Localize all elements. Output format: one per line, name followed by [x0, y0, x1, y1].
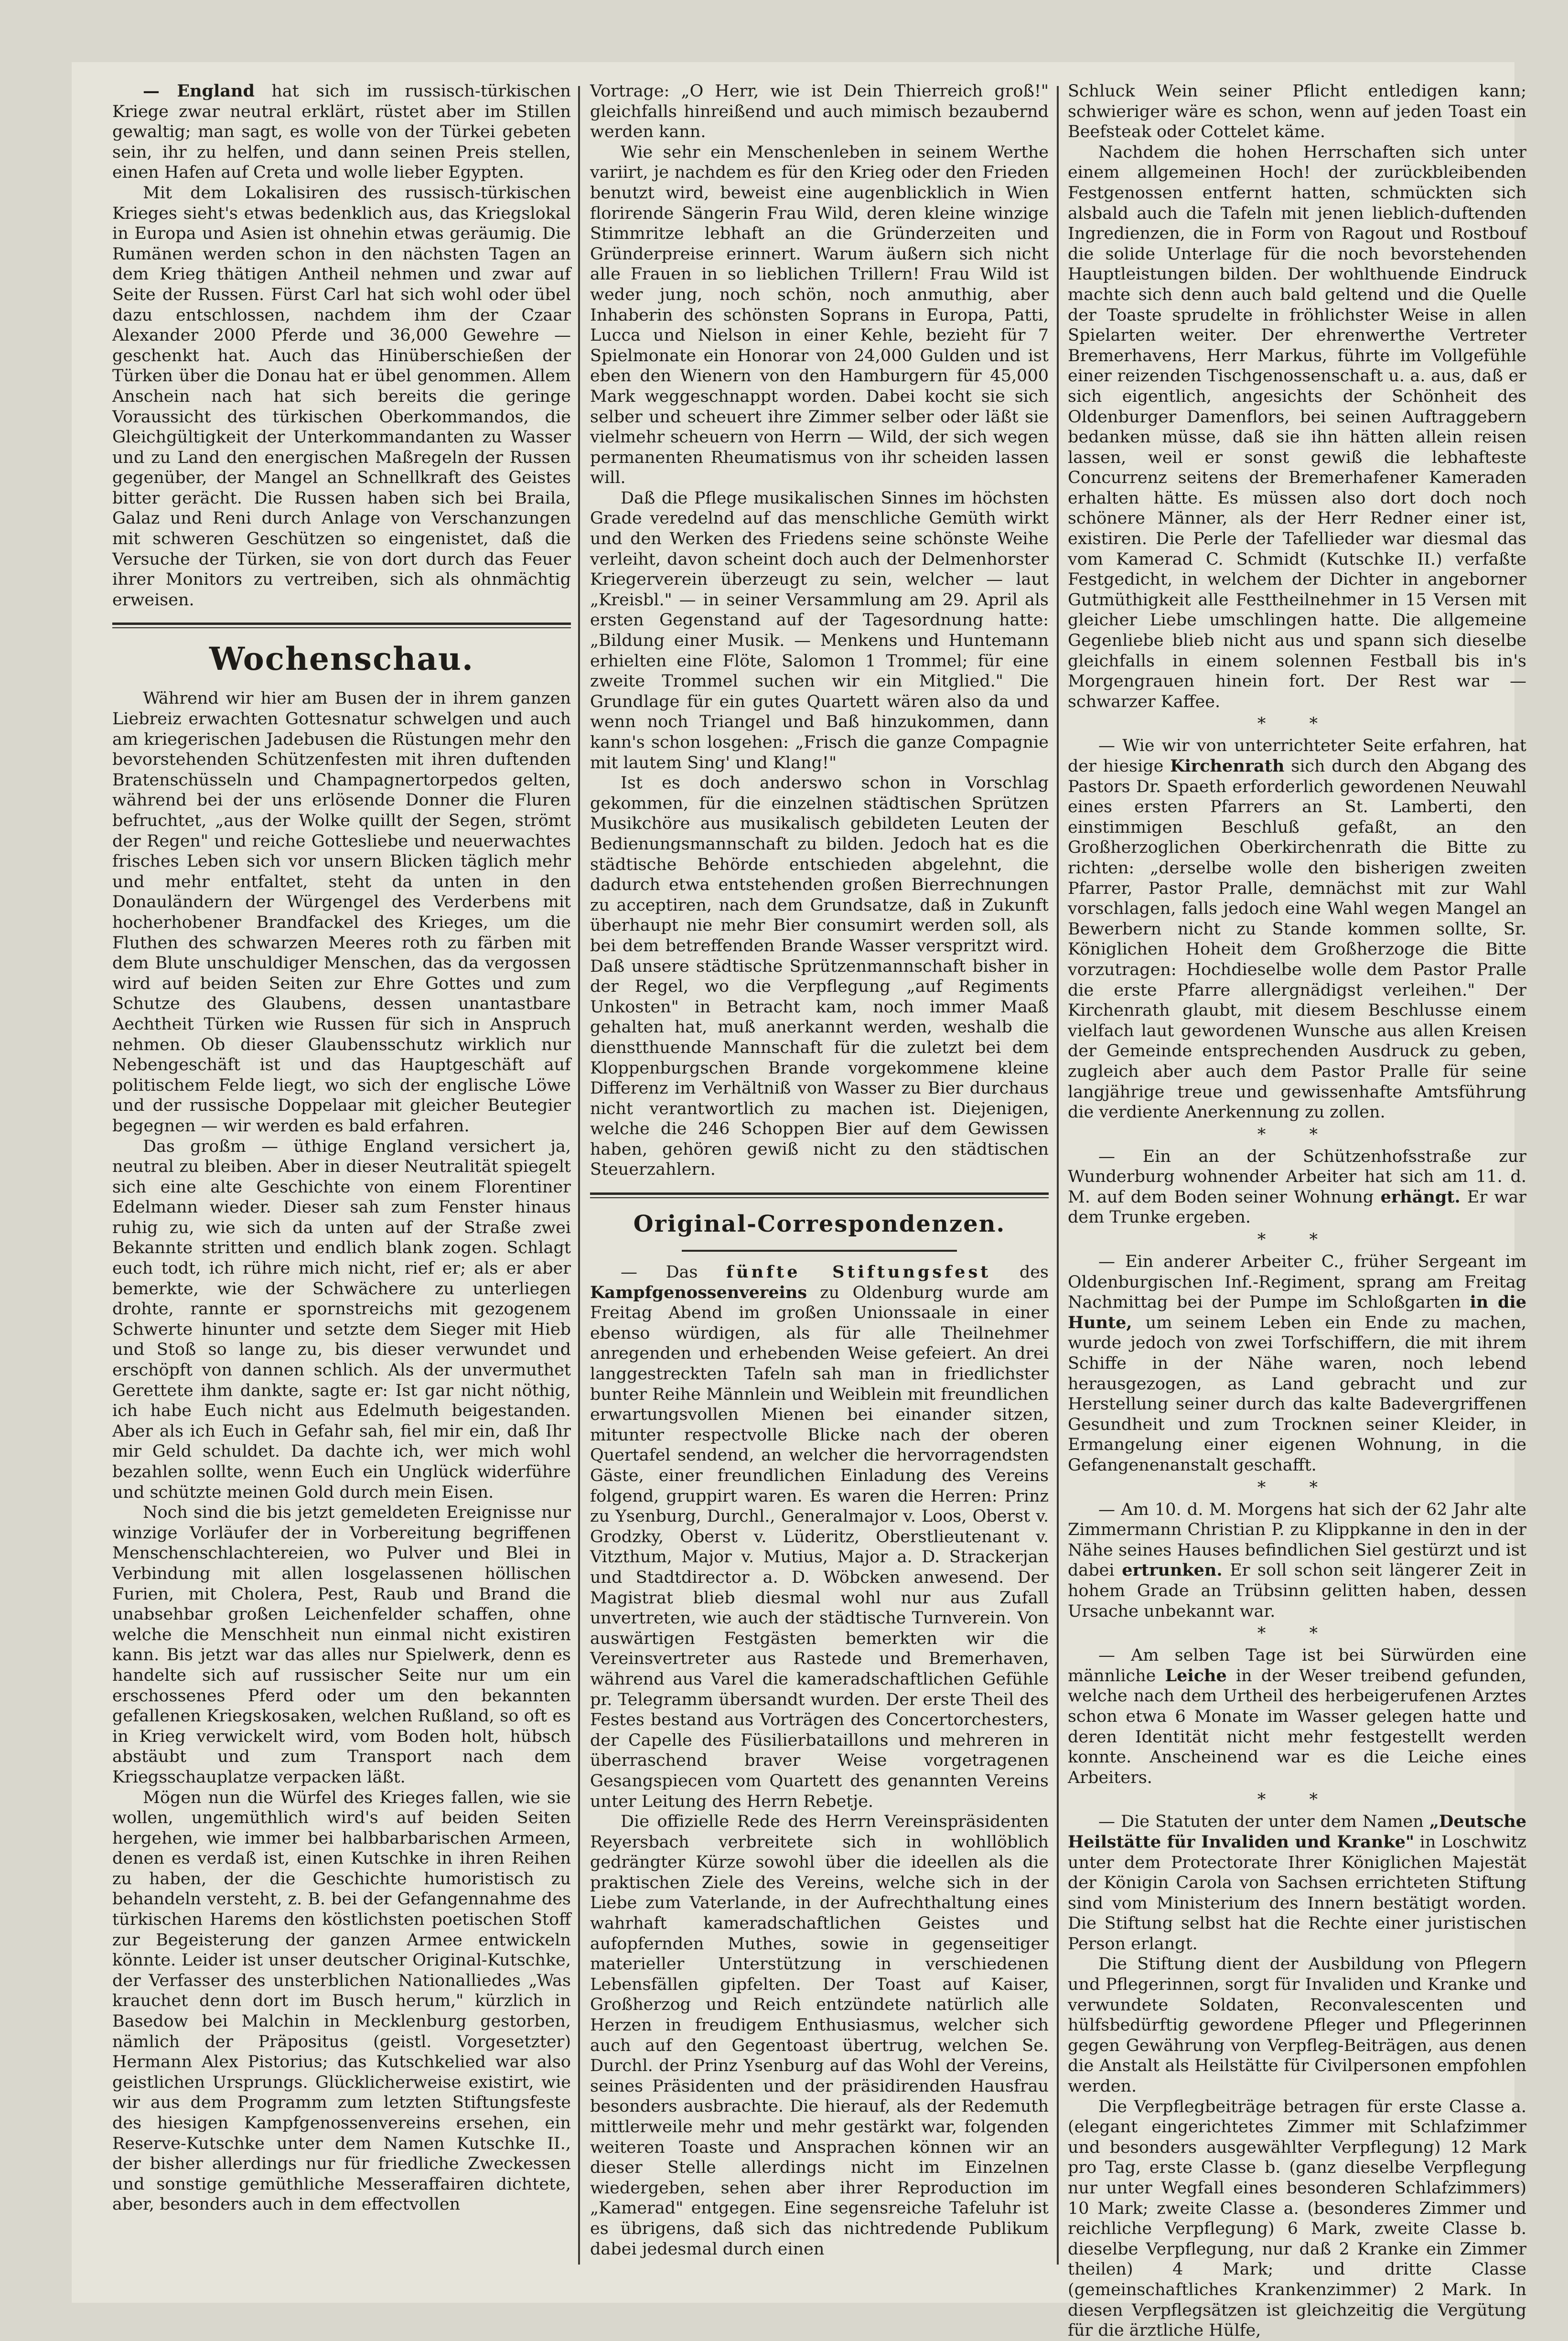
text-run: um seinem Leben ein Ende zu machen, wurde jedoch von zwei Torfschiffern, die mit ihrem Schiffe in der Nähe waren, noch lebend herausgezogen, as Land gebracht und zur Herstellung seiner durch das kalte Badevergriffenen Gesundheit und zum Trocknen seiner Kleider, in Ermangelung einer eigenen Wohnung, in die Gefangenenanstalt geschafft.	[1068, 1313, 1526, 1475]
section-divider	[590, 1192, 1049, 1198]
emphasis-text: ertrunken.	[1122, 1560, 1223, 1580]
article-stiftungsfest	[590, 1262, 1049, 1812]
text-run: — Die Statuten der unter dem Namen	[1098, 1812, 1424, 1832]
text-run: — Am 10. d. M. Morgens hat sich der 62 Jahr alte Zimmermann Christian P. zu Klippkanne in den in der Nähe seines Hauses befindlichen Siel gestürzt und ist dabei	[1068, 1500, 1526, 1580]
text-run: — Ein anderer Arbeiter C., früher Sergeant im Oldenburgischen Inf.-Regiment, sprang am Freitag Nachmittag bei der Pumpe im Schloßgarten	[1068, 1252, 1526, 1312]
emphasis-text: „Deutsche Heilstätte für Invaliden und Kranke"	[1068, 1812, 1526, 1852]
emphasis-text: fünfte Stiftungsfest	[726, 1262, 991, 1282]
text-run: — Ein an der Schützenhofsstraße zur Wunderburg wohnender Arbeiter hat sich am 11. d. M. auf dem Boden seiner Wohnung	[1068, 1147, 1526, 1207]
heading-underline	[682, 1250, 957, 1252]
separator-stars: * *	[1257, 1230, 1337, 1250]
article-paragraph: Die Verpflegbeiträge betragen für erste Classe a. (elegant eingerichtetes Zimmer mit Schlafzimmer und besonders ausgewählter Verpflegung) 12 Mark pro Tag, erste Classe b. (ganz dieselbe Verpflegung nur unter Wegfall eines besonderen Schlafzimmers) 10 Mark; zweite Classe a. (besonderes Zimmer und reichliche Verpflegung) 6 Mark, zweite Classe b. dieselbe Verpflegung, nur daß 2 Kranke ein Zimmer theilen) 4 Mark; und dritte Classe (gemeinschaftliches Krankenzimmer) 2 Mark. In diesen Verpflegsätzen ist gleichzeitig die Vergütung für die ärztliche Hülfe,	[1068, 2097, 1526, 2341]
emphasis-text: Kampfgenossenvereins	[590, 1282, 807, 1302]
article-paragraph: Die Stiftung dient der Ausbildung von Pflegern und Pflegerinnen, sorgt für Invaliden und Kranke und verwundete Soldaten, Reconvalescenten und hülfsbedürftig gewordene Pfleger und Pflegerinnen gegen Gewährung von Verpfleg-Beiträgen, aus denen die Anstalt als Heilstätte für Civilpersonen empfohlen werden.	[1068, 1954, 1526, 2096]
separator-stars: * *	[1257, 714, 1337, 734]
separator-stars: * *	[1257, 1478, 1337, 1497]
text-run: sich durch den Abgang des Pastors Dr. Spaeth erforderlich gewordenen Neuwahl eines ersten Pfarrers an St. Lamberti, den einstimmigen Beschluß gefaßt, an den Großherzoglichen Oberkirchenrath die Bitte zu richten: „derselbe wolle den bisherigen zweiten Pfarrer, Pastor Pralle, demnächst mit zur Wahl vorschlagen, falls jedoch eine Wahl wegen Mangel an Bewerbern nicht zu Stande kommen sollte, Sr. Königlichen Hoheit dem Großherzoge die Bitte vorzutragen: Hochdieselbe wolle dem Pastor Pralle die erste Pfarre allergnädigst verleihen." Der Kirchenrath glaubt, mit diesem Beschlusse einem vielfach laut gewordenen Wunsche aus allen Kreisen der Gemeinde entsprechenden Ausdruck zu geben, zugleich aber auch dem Pastor Pralle für seine langjährige treue und gewissenhafte Amtsführung die verdiente Anerkennung zu zollen.	[1068, 757, 1526, 1122]
text-run: — Am selben Tage ist bei Sürwürden eine männliche	[1068, 1646, 1526, 1686]
text-run: — Wie wir von unterrichteter Seite erfahren, hat der hiesige	[1068, 736, 1526, 776]
article-paragraph: Vortrage: „O Herr, wie ist Dein Thierreich groß!" gleichfalls hinreißend und auch mimisch bezaubernd werden kann.	[590, 82, 1049, 142]
article-paragraph: Die offizielle Rede des Herrn Vereinspräsidenten Reyersbach verbreitete sich in wohllöblich gedrängter Kürze sowohl über die ideellen als die praktischen Ziele des Vereins, welche sich in der Liebe zum Vaterlande, in der Aufrechthaltung eines wahrhaft kameradschaftlichen Geistes und aufopfernden Muthes, sowie in gegenseitiger materieller Unterstützung in verschiedenen Lebensfällen gipfelten. Der Toast auf Kaiser, Großherzog und Reich entzündete natürlich alle Herzen in freudigem Enthusiasmus, welcher sich auch auf den Gegentoast übertrug, welchen Se. Durchl. der Prinz Ysenburg auf das Wohl der Vereins, seines Präsidenten und der präsidirenden Hausfrau besonders ausbrachte. Die hierauf, als der Redemuth mittlerweile mehr und mehr gestärkt war, folgenden weiteren Toaste und Ansprachen können wir an dieser Stelle allerdings nicht im Einzelnen wiedergeben, sehen aber ihrer Reproduction im „Kamerad" entgegen. Eine segensreiche Tafeluhr ist es übrigens, daß sich das nichtredende Publikum dabei jedesmal durch einen	[590, 1812, 1049, 2259]
column-2	[590, 81, 1049, 2269]
text-run: des	[1019, 1263, 1049, 1282]
article-paragraph: Das großm — üthige England versichert ja, neutral zu bleiben. Aber in dieser Neutralität spiegelt sich eine alte Geschichte von einem Florentiner Edelmann wieder. Dieser sah zum Fenster hinaus ruhig zu, wie sich da unten auf der Straße zwei Bekannte stritten und endlich blank zogen. Schlagt euch todt, ich rühre mich nicht, rief er; als er aber bemerkte, wie der Schwächere zu unterliegen drohte, rannte er spornstreichs mit gezogenem Schwerte hinunter und setzte dem Sieger mit Hieb und Stoß so lange zu, bis dieser verwundet und erschöpft von dannen schlich. Als der unvermuthet Gerettete ihm dankte, sagte er: Ist gar nicht nöthig, ich habe Euch nicht aus Edelmuth beigestanden. Aber als ich Euch in Gefahr sah, fiel mir ein, daß Ihr mir Geld schuldet. Da dachte ich, wer mich wohl bezahlen sollte, wenn Euch ein Unglück widerführe und schützte meinen Gold durch mein Eisen.	[112, 1137, 571, 1502]
text-run: zu Oldenburg wurde am Freitag Abend im großen Unionssaale in einer ebenso würdigen, als für alle Theilnehmer anregenden und erhebenden Weise gefeiert. An drei langgestreckten Tafeln sah man in friedlichster bunter Reihe Männlein und Weiblein mit freundlichen erwartungsvollen Mienen bei einander sitzen, mitunter respectvolle Blicke nach der oberen Quertafel sendend, an welcher die hervorragendsten Gäste, einer freundlichen Einladung des Vereins folgend, gruppirt waren. Es waren die Herren: Prinz zu Ysenburg, Durchl., Generalmajor v. Loos, Oberst v. Grodzky, Oberst v. Lüderitz, Oberstlieutenant v. Vitzthum, Major v. Mutius, Major a. D. Strackerjan und Stadtdirector a. D. Wöbcken anwesend. Der Magistrat blieb diesmal wohl nur aus Zufall unvertreten, wie auch der städtische Turnverein. Von auswärtigen Festgästen bemerkten wir die Vereinsvertreter aus Rastede und Bremerhaven, während aus Varel die kameradschaftlichen Gefühle pr. Telegramm übersandt wurden. Der erste Theil des Festes bestand aus Vorträgen des Concertorchesters, der Capelle des Füsilierbataillons und mehreren in überraschend braver Weise vorgetragenen Gesangspiecen vom Quartett des genannten Vereins unter Leitung des Herrn Rebetje.	[590, 1283, 1049, 1811]
separator-stars: * *	[1257, 1125, 1337, 1144]
section-heading-wochenschau: Wochenschau.	[209, 640, 474, 678]
article-paragraph: Noch sind die bis jetzt gemeldeten Ereignisse nur winzige Vorläufer der in Vorbereitung begriffenen Menschenschlachtereien, wo Pulver und Blei in Verbindung mit allen losgelassenen höllischen Furien, mit Cholera, Pest, Raub und Brand die unabsehbar großen Leichenfelder schaffen, ohne welche die Menschheit nun einmal nicht existiren kann. Bis jetzt war das alles nur Spielwerk, denn es handelte sich auf russischer Seite nur um ein erschossenes Pferd oder um den bekannten gefallenen Kriegskosaken, welchen Rußland, so oft es in Krieg verwickelt wird, vom Boden holt, hübsch abstäubt und zum Transport nach dem Kriegsschauplatze verpacken läßt.	[112, 1503, 571, 1787]
text-run: in der Weser treibend gefunden, welche nach dem Urtheil des herbeigerufenen Arztes schon etwa 6 Monate im Wasser gelegen hatte und deren Identität nicht mehr festgestellt werden konnte. Anscheinend war es die Leiche eines Arbeiters.	[1068, 1666, 1526, 1787]
article-ertrunken	[1068, 1500, 1526, 1622]
article-kirchenrath	[1068, 736, 1526, 1122]
text-run: in Loschwitz unter dem Protectorate Ihrer Königlichen Majestät der Königin Carola von Sachsen errichteten Stiftung sind vom Ministerium des Innern bestätigt worden. Die Stiftung selbst hat die Rechte einer juristischen Person erlangt.	[1068, 1832, 1526, 1954]
article-paragraph: Ist es doch anderswo schon in Vorschlag gekommen, für die einzelnen städtischen Sprützen Musikchöre aus musikalisch gebildeten Leuten der Bedienungsmannschaft zu bilden. Jedoch hat es die städtische Behörde entschieden abgelehnt, die dadurch etwa entstehenden großen Bierrechnungen zu acceptiren, nach dem Grundsatze, daß in Zukunft überhaupt nie mehr Bier consumirt werden soll, als bei dem betreffenden Brande Wasser verspritzt wird. Daß unsere städtische Sprützenmannschaft bisher in der Regel, wo die Verpflegung „auf Regiments Unkosten" in Betracht kam, noch immer Maaß gehalten hat, muß anerkannt werden, weshalb die dienstthuende Mannschaft für die zuletzt bei dem Kloppenburgschen Brande vorgekommene kleine Differenz im Verhältniß von Wasser zu Bier durchaus nicht verantwortlich zu machen ist. Diejenigen, welche die 246 Schoppen Bier auf dem Gewissen haben, gehören gewiß nicht zu den städtischen Steuerzahlern.	[590, 773, 1049, 1180]
emphasis-text: Kirchenrath	[1170, 756, 1285, 776]
column-3	[1068, 81, 1526, 2341]
article-paragraph: Mit dem Lokalisiren des russisch-türkischen Krieges sieht's etwas bedenklich aus, das Kriegslokal in Europa und Asien ist ohnehin etwas geräumig. Die Rumänen werden schon in den nächsten Tagen an dem Krieg thätigen Antheil nehmen und zwar auf Seite der Russen. Fürst Carl hat sich wohl oder übel dazu entschlossen, nachdem ihm der Czaar Alexander 2000 Pferde und 36,000 Gewehre — geschenkt hat. Auch das Hinüberschießen der Türken über die Donau hat er übel genommen. Allem Anschein nach hat sich bereits die geringe Voraussicht des türkischen Oberkommandos, die Gleichgültigkeit der Unterkommandanten zu Wasser und zu Land den energischen Maßregeln der Russen gegenüber, der Mangel an Schnellkraft des Geistes bitter gerächt. Die Russen haben sich bei Braila, Galaz und Reni durch Anlage von Verschanzungen mit schweren Geschützen so eingenistet, daß die Versuche der Türken, sie von dort durch das Feuer ihrer Monitors zu vertreiben, sich als ohnmächtig erweisen.	[112, 183, 571, 610]
article-paragraph: Mögen nun die Würfel des Krieges fallen, wie sie wollen, ungemüthlich wird's auf beiden Seiten hergehen, wie immer bei halbbarbarischen Armeen, denen es verdaß ist, einen Kutschke in ihren Reihen zu haben, der die Geschichte humoristisch zu behandeln versteht, z. B. bei der Gefangennahme des türkischen Harems den köstlichsten poetischen Stoff zur Begeisterung der ganzen Armee entwickeln könnte. Leider ist unser deutscher Original-Kutschke, der Verfasser des unsterblichen Nationalliedes „Was krauchet denn dort im Busch herum," kürzlich in Basedow bei Malchin in Mecklenburg gestorben, nämlich der Präpositus (geistl. Vorgesetzter) Hermann Alex Pistorius; das Kutschkelied war also geistlichen Ursprungs. Glücklicherweise existirt, wie wir aus dem Programm zum letzten Stiftungsfeste des hiesigen Kampfgenossenvereins ersehen, ein Reserve-Kutschke unter dem Namen Kutschke II., der bisher allerdings nur für friedliche Zweckessen und sonstige gemüthliche Messeraffairen dichtete, aber, besonders auch in dem effectvollen	[112, 1788, 571, 2214]
article-paragraph: Schluck Wein seiner Pflicht entledigen kann; schwieriger wäre es schon, wenn auf jeden Toast ein Beefsteak oder Cottelet käme.	[1068, 82, 1526, 142]
text-run: Er soll schon seit längerer Zeit in hohem Grade an Trübsinn gelitten haben, dessen Ursache unbekannt war.	[1068, 1561, 1526, 1621]
article-paragraph: Wie sehr ein Menschenleben in seinem Werthe variirt, je nachdem es für den Krieg oder den Frieden benutzt wird, beweist eine augenblicklich in Wien florirende Sängerin Frau Wild, deren kleine winzige Stimmritze lebhaft an die Gründerzeiten und Gründerpreise erinnert. Warum äußern sich nicht alle Frauen in so lieblichen Trillern! Frau Wild ist weder jung, noch schön, noch anmuthig, aber Inhaberin des schönsten Soprans in Europa, Patti, Lucca und Nielson in einer Kehle, bezieht für 7 Spielmonate ein Honorar von 24,000 Gulden und ist eben den Wienern von den Hamburgern für 45,000 Mark weggeschnappt worden. Dabei kocht sie sich selber und scheuert ihre Zimmer selber oder läßt sie vielmehr scheuern von Herrn — Wild, der sich wegen permanenten Rheumatismus von ihr scheiden lassen will.	[590, 142, 1049, 488]
column-1	[112, 81, 571, 2269]
newspaper-page	[72, 62, 1526, 2341]
column-rule	[1057, 86, 1059, 2265]
dateline: — England	[143, 81, 255, 101]
text-run: — Das	[621, 1263, 698, 1282]
emphasis-text: in die Hunte,	[1068, 1292, 1526, 1332]
article-heilstaette	[1068, 1812, 1526, 1954]
section-divider	[112, 623, 571, 628]
emphasis-text: erhängt.	[1380, 1187, 1461, 1207]
article-paragraph: Während wir hier am Busen der in ihrem ganzen Liebreiz erwachten Gottesnatur schwelgen und auch am kriegerischen Jadebusen die Rüstungen mehr den bevorstehenden Schützenfesten mit ihren duftenden Bratenschüsseln und Champagnertorpedos gelten, während bei der uns erlösende Donner die Fluren befruchtet, „aus der Wolke quillt der Segen, strömt der Regen" und reiche Gottesliebe und neuerwachtes frisches Leben sich vor unsern Blicken täglich mehr und mehr entfaltet, steht da unten in den Donauländern der Würgengel des Verderbens mit hocherhobener Brandfackel des Krieges, um die Fluthen des schwarzen Meeres roth zu färben mit dem Blute unschuldiger Menschen, das da vergossen wird auf beiden Seiten zur Ehre Gottes und zum Schutze des Glaubens, dessen unantastbare Aechtheit Türken wie Russen für sich in Anspruch nehmen. Ob dieser Glaubensschutz wirklich nur Nebengeschäft ist und das Hauptgeschäft auf politischem Felde liegt, wo sich der englische Löwe und der russische Doppelaar mit gleicher Beutegier begegnen — wir werden es bald erfahren.	[112, 689, 571, 1136]
article-hunte	[1068, 1252, 1526, 1476]
article-paragraph: Nachdem die hohen Herrschaften sich unter einem allgemeinen Hoch! der zurückbleibenden Festgenossen entfernt hatten, schmückten sich alsbald auch die Tafeln mit jenen lieblich-duftenden Ingredienzen, die in Form von Ragout und Rostbouf die solide Unterlage für die noch bevorstehenden Hauptleistungen bilden. Der wohlthuende Eindruck machte sich denn auch bald geltend und die Quelle der Toaste sprudelte in fröhlichster Weise in allen Spielarten weiter. Der ehrenwerthe Vertreter Bremerhavens, Herr Markus, führte im Vollgefühle einer reizenden Tischgenossenschaft u. a. aus, daß er sich eigentlich, angesichts der Schönheit des Oldenburger Damenflors, bei seinen Auftraggebern bedanken müsse, daß sie ihn hätten allein reisen lassen, weil er sonst gewiß die lebhafteste Concurrenz seitens der Bremerhafener Kameraden erhalten hätte. Es müssen also dort doch noch schönere Männer, als der Herr Redner einer ist, existiren. Die Perle der Tafellieder war diesmal das vom Kamerad C. Schmidt (Kutschke II.) verfaßte Festgedicht, in welchem der Dichter in angeborner Gutmüthigkeit alle Festtheilnehmer in 15 Versen mit gleicher Liebe umschlingen hatte. Die allgemeine Gegenliebe blieb nicht aus und spann sich dieselbe gleichfalls in einem solennen Festball bis in's Morgengrauen hinein fort. Der Rest war — schwarzer Kaffee.	[1068, 142, 1526, 711]
article-text: hat sich im russisch-türkischen Kriege zwar neutral erklärt, rüstet aber im Stillen gewaltig; man sagt, es wolle von der Türkei gebeten sein, ihr zu helfen, und dann seinen Preis stellen, einen Hafen auf Creta und wolle lieber Egypten.	[112, 82, 571, 183]
article-erhaengt	[1068, 1147, 1526, 1228]
separator-stars: * *	[1257, 1790, 1337, 1810]
column-rule	[578, 86, 580, 2265]
text-run: Er war dem Trunke ergeben.	[1068, 1187, 1526, 1227]
article-paragraph: Daß die Pflege musikalischen Sinnes im höchsten Grade veredelnd auf das menschliche Gemüth wirkt und den Werken des Friedens seine schönste Weihe verleiht, davon scheint doch auch der Delmenhorster Kriegerverein überzeugt zu sein, welcher — laut „Kreisbl." — in seiner Versammlung am 29. April als ersten Gegenstand auf der Tagesordnung hatte: „Bildung einer Musik. — Menkens und Huntemann erhielten eine Flöte, Salomon 1 Trommel; für eine zweite Trommel suchen wir ein Mitglied." Die Grundlage für ein gutes Quartett wären also da und wenn noch Triangel und Baß hinzukommen, dann kann's schon losgehen: „Frisch die ganze Compagnie mit lautem Sing' und Klang!"	[590, 488, 1049, 773]
emphasis-text: Leiche	[1165, 1665, 1227, 1686]
separator-stars: * *	[1257, 1624, 1337, 1643]
article-leiche	[1068, 1645, 1526, 1788]
article-england	[112, 81, 571, 183]
section-heading-correspondenzen: Original-Correspondenzen.	[633, 1211, 1006, 1238]
